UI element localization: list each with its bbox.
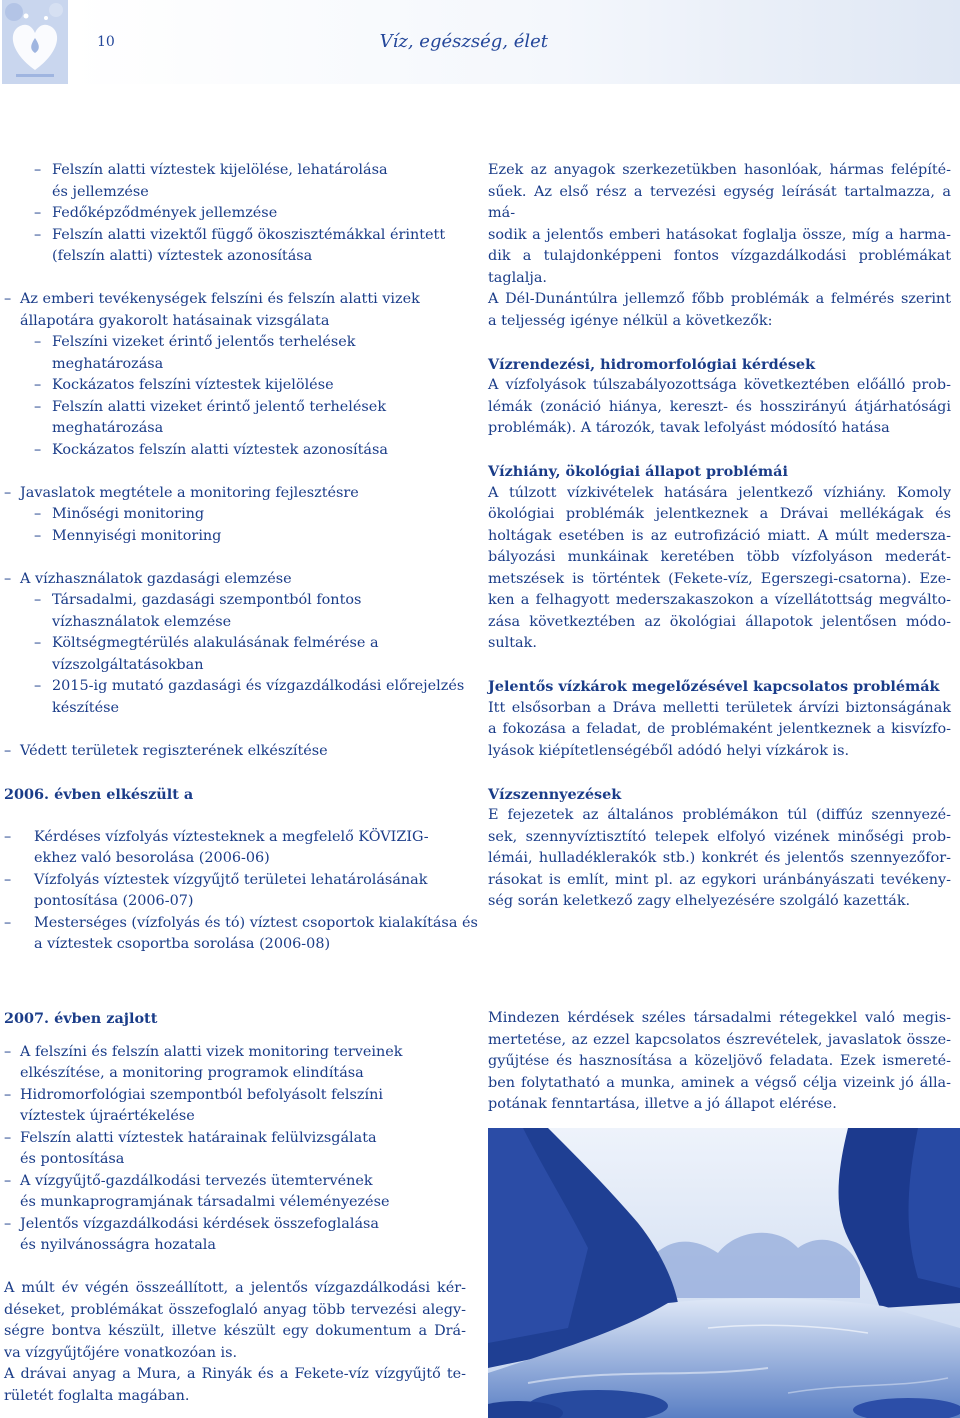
left-column — [4, 160, 478, 956]
list-item-continuation: pontosítása (2006-07) — [34, 893, 194, 909]
body-line: ség során keletkező zagy elhelyezésére szolgáló kazetták. — [488, 893, 911, 909]
list-item: – A vízhasználatok gazdasági elemzése — [4, 570, 292, 587]
list-item-continuation: a víztestek csoportba sorolása (2006-08) — [34, 936, 331, 952]
list-item: – Vízfolyás víztestek vízgyűjtő területei lehatárolásának — [4, 871, 428, 888]
body-line: A Dél-Dunántúlra jellemző főbb problémák a felmérés szerint — [488, 291, 951, 307]
list-item-continuation: és pontosítása — [20, 1151, 125, 1167]
body-line: rületét foglalta magában. — [4, 1387, 190, 1404]
list-item: – Az emberi tevékenységek felszíni és felszín alatti vizek — [4, 291, 420, 307]
body-line: sodik a jelentős emberi hatásokat foglalja össze, míg a harma- — [488, 226, 951, 243]
list-item: – Kérdéses vízfolyás víztesteknek a megfelelő KÖVIZIG- — [4, 828, 429, 845]
page-number: 10 — [97, 34, 115, 50]
section-heading: Jelentős vízkárok megelőzésével kapcsolatos problémák — [488, 678, 940, 695]
body-line: Itt elsősorban a Dráva melletti területek árvízi biztonságának — [488, 699, 951, 716]
list-item: – Kockázatos felszín alatti víztestek azonosítása — [34, 441, 388, 458]
body-line: lémái, hulladéklerakók stb.) konkrét és jelentős szennyezőfor- — [488, 850, 951, 866]
list-item: – Fedőképződmények jellemzése — [34, 205, 278, 221]
body-line: dik a tulajdonképpeni fontos vízgazdálkodási problémákat — [488, 248, 951, 264]
list-item: – Mesterséges (vízfolyás és tó) víztest csoportok kialakítása és — [4, 914, 478, 931]
body-line: problémák). A tározók, tavak lefolyást módosító hatása — [488, 420, 890, 436]
list-item: – Kockázatos felszíni víztestek kijelölése — [34, 377, 334, 393]
body-line: potának fenntartása, illetve a jó állapot elérése. — [488, 1096, 837, 1112]
list-item: – Társadalmi, gazdasági szempontból fontos — [34, 592, 362, 608]
page-header — [0, 0, 960, 90]
body-line: lyások kiépítetlenségéből adódó helyi vízkárok is. — [488, 742, 850, 759]
list-item-continuation: állapotára gyakorolt hatásainak vizsgálata — [20, 312, 330, 329]
body-line: taglalja. — [488, 269, 547, 286]
list-item: – A vízgyűjtő-gazdálkodási tervezés ütemtervének — [4, 1172, 373, 1189]
body-line: bályozási munkáinak keretében több vízfolyáson mederát- — [488, 549, 951, 565]
heart-water-drop-logo — [2, 0, 68, 84]
list-item: – Hidromorfológiai szempontból befolyásolt felszíni — [4, 1086, 383, 1103]
body-line: A túlzott vízkivételek hatására jelentkező vízhiány. Komoly — [488, 484, 951, 501]
body-line: lémák (zonáció hiánya, kereszt- és hosszirányú átjárhatósági — [488, 398, 951, 415]
list-item: – Mennyiségi monitoring — [34, 527, 222, 544]
list-item: – Felszín alatti víztestek határainak felülvizsgálata — [4, 1129, 377, 1146]
body-line: Ezek az anyagok szerkezetükben hasonlóak, hármas felépíté- — [488, 162, 951, 178]
list-item-continuation: és munkaprogramjának társadalmi véleményezése — [20, 1194, 390, 1210]
list-item: – Minőségi monitoring — [34, 506, 205, 522]
list-item: – Felszín alatti víztestek kijelölése, lehatárolása — [34, 162, 388, 178]
list-item-continuation: vízszolgáltatásokban — [52, 656, 204, 673]
body-line: rásokat is említ, mint pl. az egykori uránbányászati tevékeny- — [488, 871, 951, 888]
list-item-continuation: és nyilvánosságra hozatala — [20, 1237, 216, 1253]
body-line: ben folytatható a munka, aminek a végső célja vizeink jó álla- — [488, 1074, 951, 1091]
body-line: A vízfolyások túlszabályozottsága következtében előálló prob- — [488, 377, 951, 393]
right-column — [488, 160, 951, 913]
section-heading: Vízhiány, ökológiai állapot problémái — [488, 463, 788, 480]
list-item-continuation: víztestek újraértékelése — [20, 1108, 195, 1124]
list-item-continuation: meghatározása — [52, 420, 164, 436]
body-line: ökológiai problémák jelentkeznek a Drávai mellékágak és — [488, 506, 951, 522]
list-item: – Költségmegtérülés alakulásának felmérése a — [34, 635, 379, 651]
list-item-continuation: elkészítése, a monitoring programok elindítása — [20, 1065, 364, 1081]
body-line: sek, szennyvíztisztító telepek elfolyó vizének minőségi prob- — [488, 828, 951, 845]
river-landscape-photo — [488, 1128, 960, 1418]
body-line: déseket, problémákat összefoglaló anyag több tervezési alegy- — [4, 1301, 466, 1318]
list-item: – 2015-ig mutató gazdasági és vízgazdálkodási előrejelzés — [34, 678, 465, 694]
running-title: Víz, egészség, élet — [379, 31, 548, 52]
body-line: va vízgyűjtőjére vonatkozóan is. — [4, 1344, 238, 1361]
body-line: holtágak esetében is az eutrofizáció miatt. A múlt mederszа- — [488, 527, 951, 544]
list-item: – Felszíni vizeket érintő jelentős terhelések — [34, 334, 356, 350]
list-item-continuation: és jellemzése — [52, 183, 149, 200]
list-item: – Felszín alatti vizeket érintő jelentő terhelések — [34, 398, 387, 415]
body-line: Mindezen kérdések széles társadalmi rétegekkel való megis- — [488, 1010, 951, 1026]
section-heading: Vízszennyezések — [488, 785, 622, 803]
body-line: a fokozása a feladat, de problémaként jelentkeznek a kisvízfo- — [488, 721, 951, 737]
list-item: – A felszíni és felszín alatti vizek monitoring terveinek — [4, 1043, 403, 1060]
section-heading: Vízrendezési, hidromorfológiai kérdések — [488, 355, 816, 373]
body-line: zása következtében az ökológiai állapotok jelentősen módo- — [488, 613, 951, 630]
list-item: – Javaslatok megtétele a monitoring fejlesztésre — [4, 484, 359, 501]
heading-2007: 2007. évben zajlott — [4, 1010, 158, 1027]
bottom-left-column — [4, 1008, 466, 1407]
list-item: – Felszín alatti vizektől függő ökoszisztémákkal érintett — [34, 226, 446, 243]
list-item-continuation: ekhez való besorolása (2006-06) — [34, 850, 270, 866]
list-item: – Jelentős vízgazdálkodási kérdések összefoglalása — [4, 1215, 380, 1232]
body-line: A múlt év végén összeállított, a jelentős vízgazdálkodási kér- — [4, 1280, 466, 1296]
body-line: a teljesség igénye nélkül a következők: — [488, 312, 773, 329]
list-item-continuation: készítése — [52, 699, 120, 716]
list-item-continuation: vízhasználatok elemzése — [52, 613, 232, 630]
list-item-continuation: meghatározása — [52, 355, 164, 372]
body-line: gyűjtése és hasznosítása a közeljövő feladata. Ezek ismereté- — [488, 1053, 951, 1069]
list-item-continuation: (felszín alatti) víztestek azonosítása — [52, 248, 313, 264]
heading-2006: 2006. évben elkészült a — [4, 785, 194, 803]
body-line: sultak. — [488, 635, 537, 651]
body-line: ségre bontva készült, illetve készült egy dokumentum a Drá- — [4, 1323, 466, 1339]
body-line: metszések is történtek (Fekete-víz, Egerszegi-csatorna). Eze- — [488, 570, 951, 587]
body-line: ken a felhagyott mederszakaszokon a vízellátottság megválto- — [488, 592, 951, 608]
bottom-right-column — [488, 1008, 951, 1116]
list-item: – Védett területek regiszterének elkészítése — [4, 742, 328, 759]
body-line: E fejezetek az általános problémákon túl (diffúz szennyezé- — [488, 807, 951, 823]
body-line: sűek. Az első rész a tervezési egység leírását tartalmazza, a má- — [488, 183, 951, 221]
body-line: mertetése, az ezzel kapcsolatos észrevételek, javaslatok össze- — [488, 1031, 951, 1048]
body-line: A drávai anyag a Mura, a Rinyák és a Fekete-víz vízgyűjtő te- — [4, 1366, 466, 1382]
